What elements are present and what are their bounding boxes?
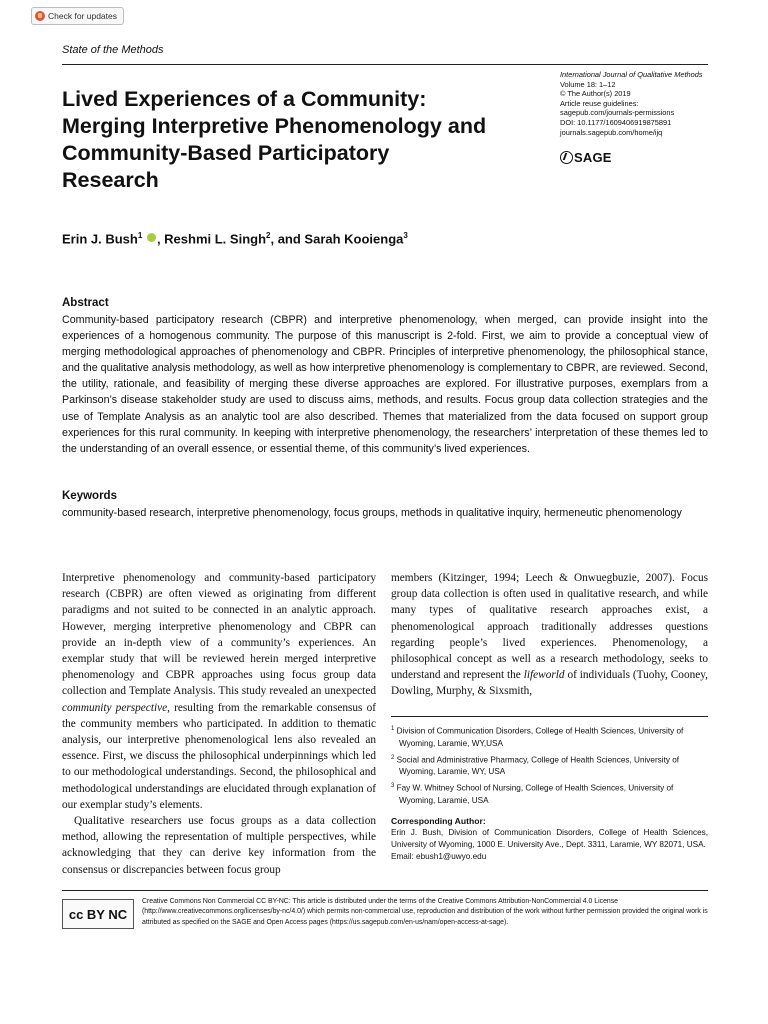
sage-logo xyxy=(560,150,612,165)
body-text: , resulting from the remarkable consensus of the community members who participated. In addition to thematic analysis, our interpretive phenomenological lens also revealed an essence. First, we discuss the philosophical underpinnings which led to our methodological understandings. Second, the philosophical and methodological understandings are elucidated through explanation of our exemplar study’s elements. xyxy=(62,701,376,811)
abstract-heading: Abstract xyxy=(62,297,109,309)
section-label: State of the Methods xyxy=(62,44,164,56)
abstract-text: Community-based participatory research (CBPR) and interpretive phenomenology, when merged, can provide insight into the experiences of a homogenous community. The purpose of this manuscript is 2-fold. First, we aim to provide a conceptual view of merging methodological approaches of phenomenology and CBPR. Principles of interpretive phenomenology, the philosophical stance, and the qualitative analysis methodology, as well as how interpretive phenomenology is complementary to CBPR, are reviewed. Second, the utility, rationale, and feasibility of merging these diverse approaches are explored. For illustrative purposes, exemplars from a Parkinson’s disease stakeholder study are used to discuss aims, methods, and results. Focus group data collection strategies and the use of Template Analysis as an analytic tool are also described. Themes that materialized from the data focused on support group experiences for this rural community. In keeping with interpretive phenomenology, the researchers’ interpretation of these themes led to the understanding of an overall essence, or essential theme, of this community’s lived experiences. xyxy=(62,314,708,455)
body-paragraph xyxy=(62,570,376,813)
license-rule xyxy=(62,890,708,891)
body-text: members (Kitzinger, 1994; Leech & Onwuegbuzie, 2007). Focus group data collection is often used in qualitative research, and while many types of qualitative research approaches exist, a phenomenological approach traditionally addresses questions regarding people’s lived experiences. Phenomenology, a philosophical concept as well as a research methodology, seeks to understand and represent the xyxy=(391,572,708,682)
author-affiliation-mark: 1 xyxy=(137,231,143,240)
license-text: Creative Commons Non Commercial CC BY-NC: This article is distributed under the terms of the Creative Commons Attribution-NonCommercial 4.0 License (http://www.creativecommons.org/licenses/by-nc/4.0/) which permits non-commercial use, reproduction and distribution of the work without further permission provided the original work is attributed as specified on the SAGE and Open Access pages (https://us.sagepub.com/en-us/nam/open-access-at-sage). xyxy=(142,898,708,926)
update-icon xyxy=(35,11,45,21)
footnote-mark: 3 xyxy=(391,783,395,790)
corresponding-email[interactable]: Email: ebush1@uwyo.edu xyxy=(391,852,487,861)
footnote-text: Division of Communication Disorders, College of Health Sciences, University of Wyoming, Laramie, WY,USA xyxy=(396,726,684,748)
journal-volume: Volume 18: 1–12 xyxy=(560,79,616,89)
footnote-rule xyxy=(391,716,708,717)
check-for-updates-badge[interactable] xyxy=(31,7,124,25)
body-emphasis: lifeworld xyxy=(523,669,565,682)
footnote-mark: 1 xyxy=(391,726,395,732)
article-title: Lived Experiences of a Community: Merging Interpretive Phenomenology and Community-Based Participatory Research xyxy=(62,87,487,192)
affiliation-footnotes xyxy=(391,723,708,809)
author-list: Erin J. Bush$^1$ , Reshmi L. Singh$^2$, and Sarah Kooienga$^3$ xyxy=(62,231,408,247)
body-paragraph: Qualitative researchers use focus groups as a data collection method, allowing the representation of multiple perspectives, while acknowledging that they can derive key information from the consensus or discrepancies between focus group xyxy=(62,815,376,876)
keywords-text: community-based research, interpretive phenomenology, focus groups, methods in qualitative inquiry, hermeneutic phenomenology xyxy=(62,507,682,519)
footnote xyxy=(391,752,708,779)
corresponding-text: Erin J. Bush, Division of Communication Disorders, College of Health Sciences, University of Wyoming, 1000 E. University Ave., Dept. 3311, Laramie, WY 82071, USA. xyxy=(391,828,708,849)
reuse-link[interactable]: sagepub.com/journals-permissions xyxy=(560,108,675,118)
body-column-left xyxy=(62,570,376,878)
author-affiliation-mark: 3 xyxy=(403,231,408,240)
body-text: of individuals (Tuohy, Cooney, Dowling, Murphy, & Sixsmith, xyxy=(391,669,708,698)
sage-logo-icon xyxy=(560,151,573,164)
sage-logo-text: SAGE xyxy=(574,150,612,165)
author-affiliation-mark: 2 xyxy=(266,231,271,240)
author-name: Reshmi L. Singh xyxy=(164,231,267,247)
author-name: Erin J. Bush xyxy=(62,231,138,247)
corresponding-heading: Corresponding Author: xyxy=(391,816,486,826)
check-for-updates-label: Check for updates xyxy=(48,11,117,21)
cc-license-icon: cc BY NC xyxy=(62,899,134,929)
footnote xyxy=(391,723,708,750)
footnote xyxy=(391,780,708,807)
doi[interactable]: DOI: 10.1177/1609406919875891 xyxy=(560,117,672,127)
body-emphasis: community perspective xyxy=(62,701,168,714)
orcid-icon[interactable] xyxy=(147,233,156,242)
corresponding-author xyxy=(391,815,708,863)
journal-site-link[interactable]: journals.sagepub.com/home/ijq xyxy=(560,127,663,137)
footnote-text: Social and Administrative Pharmacy, College of Health Sciences, University of Wyoming, Laramie, WY, USA xyxy=(396,755,680,777)
header-rule xyxy=(62,64,708,65)
journal-name: International Journal of Qualitative Methods xyxy=(560,70,703,79)
footnote-text: Fay W. Whitney School of Nursing, College of Health Sciences, University of Wyoming, Laramie, USA xyxy=(396,784,674,806)
reuse-label: Article reuse guidelines: xyxy=(560,98,639,108)
keywords-heading: Keywords xyxy=(62,490,117,502)
journal-copyright: © The Author(s) 2019 xyxy=(560,89,631,99)
body-text: Interpretive phenomenology and community-based participatory research (CBPR) are often viewed as originating from different paradigms and not suited to be connected in an analytic approach. However, merging interpretive phenomenology and CBPR can provide an in-depth view of a community’s experiences. An exemplar study that will be reviewed herein merged interpretive phenomenology and CBPR approaches using focus group data collection and Template Analysis. This study revealed an unexpected xyxy=(62,572,376,698)
footnote-mark: 2 xyxy=(391,754,395,761)
body-column-right xyxy=(391,570,708,700)
author-name: Sarah Kooienga xyxy=(304,231,404,247)
journal-info xyxy=(560,70,720,137)
